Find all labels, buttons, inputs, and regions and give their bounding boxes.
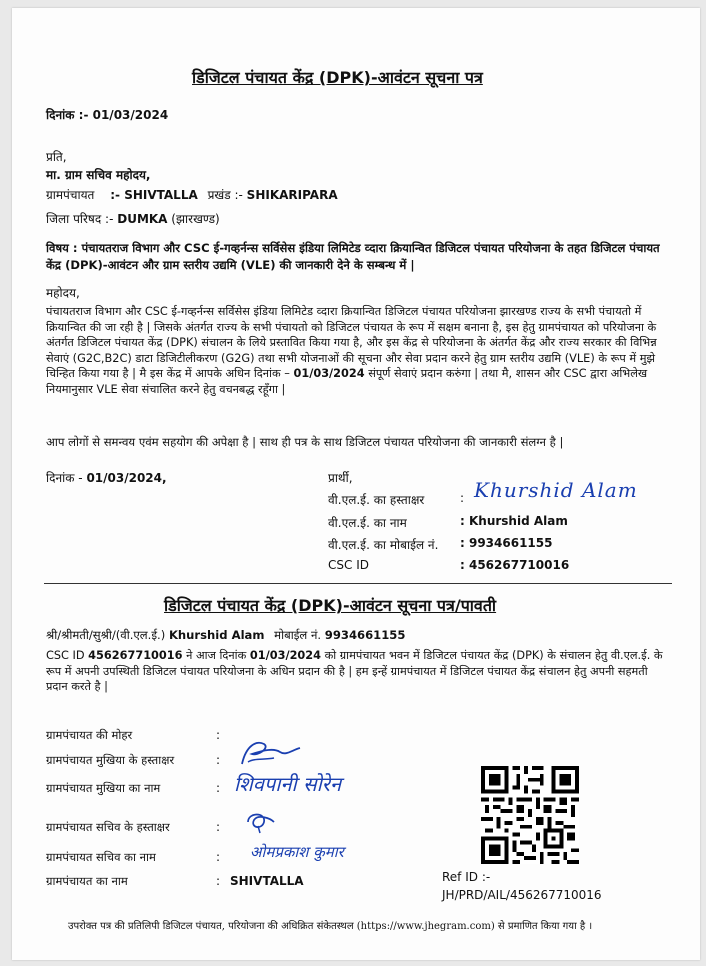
vle-signature-colon: : <box>460 491 465 505</box>
csc-id-label: CSC ID <box>328 558 369 572</box>
footer-date-label: दिनांक - <box>46 471 83 485</box>
sachiv-name-label: ग्रामपंचायत सचिव का नाम <box>46 850 156 864</box>
prati: प्रति, <box>46 150 67 164</box>
document-page <box>12 8 700 960</box>
mukhiya-sign-label: ग्रामपंचायत मुखिया के हस्ताक्षर <box>46 753 175 767</box>
receipt-text-a: ने आज दिनांक <box>186 649 247 662</box>
gp-name-label: ग्रामपंचायत का नाम <box>46 874 128 888</box>
mukhiya-name-label: ग्रामपंचायत मुखिया का नाम <box>46 781 161 795</box>
cooperation-line: आप लोगों से समन्वय एवंम सहयोग की अपेक्षा है | साथ ही पत्र के साथ डिजिटल पंचायत परियोजना की जानकारी संलग्न है | <box>46 435 564 449</box>
receipt-paragraph <box>46 648 664 695</box>
csc-id-value: : 456267710016 <box>460 558 570 572</box>
district-line <box>46 210 220 227</box>
gp-name-colon: : <box>216 874 221 888</box>
footer-date <box>46 469 167 486</box>
gp-seal-colon: : <box>216 728 221 742</box>
vle-mobile-value: : 9934661155 <box>460 536 553 550</box>
vle-signature-label: वी.एल.ई. का हस्ताक्षर <box>328 493 425 507</box>
vle-name-label: वी.एल.ई. का नाम <box>328 516 407 530</box>
receipt-text-b: को ग्रामपंचायत भवन में डिजिटल पंचायत केंद्र (DPK) के संचालन हेतु वी.एल.ई. के रूप में अपनी उपस्थिती डिजिटल पंचायत परियोजना के अधिन प्रदान की है | हम इन्हें ग्रामपंचायत में डिजिटल पंचायत केंद्र संचालन हेतु अपनी सहमती प्रदान करते है | <box>46 649 663 693</box>
mukhiya-name-colon: : <box>216 781 221 795</box>
district-state: (झारखण्ड) <box>171 212 220 226</box>
receipt-date: 01/03/2024 <box>249 649 322 662</box>
vle-signature: Khurshid Alam <box>474 478 638 502</box>
salutation: महोदय, <box>46 286 80 300</box>
addressee: मा. ग्राम सचिव महोदय, <box>46 168 151 182</box>
ref-id-label: Ref ID :- <box>442 870 491 884</box>
receipt-title: डिजिटल पंचायत केंद्र (DPK)-आवंटन सूचना पत्र/पावती <box>164 596 497 615</box>
footer-note: उपरोक्त पत्र की प्रतिलिपी डिजिटल पंचायत, परियोजना की अधिक्रित संकेतस्थल (https://www.jhegram.com) से प्रमाणित किया गया है । <box>68 921 593 932</box>
mukhiya-name-handwriting: शिवपानी सोरेन <box>234 772 342 796</box>
vle-mobile-label: वी.एल.ई. का मोबाईल नं. <box>328 538 439 552</box>
section-divider <box>44 583 672 584</box>
sachiv-signature <box>240 806 280 836</box>
receipt-csc-value: 456267710016 <box>88 649 183 662</box>
sachiv-sign-colon: : <box>216 820 221 834</box>
body-paragraph-end: संपूर्ण सेवाएं प्रदान करुंगा | तथा मै, शासन और CSC द्वारा अभिलेख नियमानुसार VLE सेवा संचालित करने हेतु वचनबद्ध रहूँगा | <box>46 367 648 396</box>
gp-value: :- SHIVTALLA <box>110 188 198 202</box>
mukhiya-signature <box>234 736 314 770</box>
person-prefix: श्री/श्रीमती/सुश्री/(वी.एल.ई.) <box>46 628 166 642</box>
ref-id-value: JH/PRD/AIL/456267710016 <box>442 888 602 902</box>
gp-name-value: SHIVTALLA <box>230 874 304 888</box>
sachiv-name-handwriting: ओमप्रकाश कुमार <box>250 843 344 861</box>
sachiv-sign-label: ग्रामपंचायत सचिव के हस्ताक्षर <box>46 820 170 834</box>
gp-label: ग्रामपंचायत <box>46 188 95 202</box>
body-paragraph-start: पंचायतराज विभाग और CSC ई-गव्हर्नन्स सर्विसेस इंडिया लिमिटेड व्दारा क्रियान्वित डिजिटल पंचायत परियोजना झारखण्ड राज्य के सभी पंचायतो में क्रियान्वित की जा रही है | जिसके अंतर्गत राज्य के सभी पंचायतो को डिजिटल पंचायत के रूप में सक्षम बनाना है, इस हेतु ग्रामपंचायत को परियोजना के अंतर्गत डिजिटल पंचायत केंद्र (DPK) संचालन के लिये प्रस्तावित किया गया है, और इस केंद्र से परियोजना के अंतर्गत केंद्र और राज्य सरकार की विभिन्न सेवाएं (G2C,B2C) डाटा डिजिटीलीकरण (G2G) तथा सभी योजनाओं की सूचना और सेवा प्रदान करने हेतु ग्राम स्तरीय उद्यमि (VLE) के रूप में मुझे चिन्हित किया गया है | मै इस केंद्र में आपके अधिन दिनांक – <box>46 305 657 380</box>
gram-panchayat-line <box>46 186 338 203</box>
issue-date-label: दिनांक :- <box>46 108 89 122</box>
body-paragraph-date: 01/03/2024 <box>293 367 365 380</box>
applicant-heading: प्रार्थी, <box>328 471 353 485</box>
person-mobile-value: 9934661155 <box>324 628 406 642</box>
issue-date-value: 01/03/2024 <box>92 108 169 122</box>
body-paragraph <box>46 304 664 397</box>
district-label: जिला परिषद :- <box>46 212 114 226</box>
vle-name-value: : Khurshid Alam <box>460 514 568 528</box>
footer-date-value: 01/03/2024, <box>86 471 167 485</box>
mukhiya-sign-colon: : <box>216 753 221 767</box>
issue-date <box>46 106 168 123</box>
receipt-person-line <box>46 628 405 643</box>
receipt-csc-label: CSC ID <box>46 649 85 662</box>
gp-seal-label: ग्रामपंचायत की मोहर <box>46 728 133 742</box>
person-mobile-label: मोबाईल नं. <box>274 628 322 642</box>
block-label: प्रखंड :- <box>207 188 243 202</box>
document-title: डिजिटल पंचायत केंद्र (DPK)-आवंटन सूचना पत्र <box>192 68 483 87</box>
block-value: SHIKARIPARA <box>246 188 338 202</box>
sachiv-name-colon: : <box>216 850 221 864</box>
person-name: Khurshid Alam <box>168 628 265 642</box>
qr-code <box>481 766 579 864</box>
district-value: DUMKA <box>117 212 168 226</box>
subject-line: विषय : पंचायतराज विभाग और CSC ई-गव्हर्नन्स सर्विसेस इंडिया लिमिटेड व्दारा क्रियान्वित डिजिटल पंचायत परियोजना के तहत डिजिटल पंचायत केंद्र (DPK)-आवंटन और ग्राम स्तरीय उद्यमि (VLE) की जानकारी देने के सम्बन्ध में | <box>46 241 660 272</box>
